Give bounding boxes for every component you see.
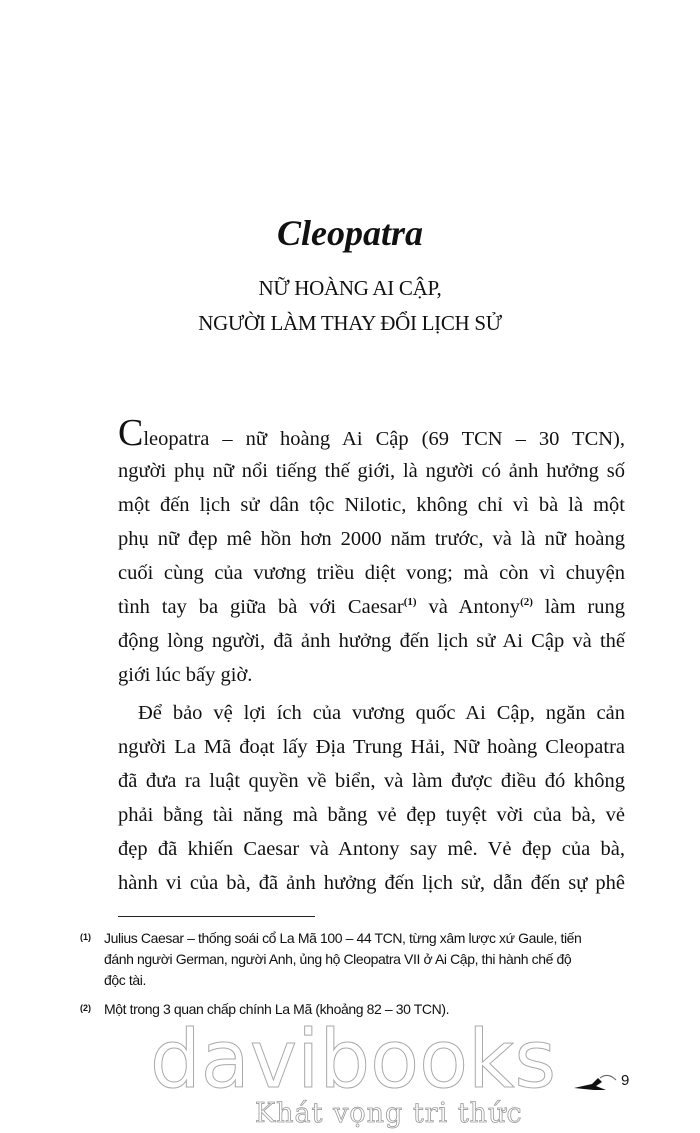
footnote-1-line: đánh người German, người Anh, ủng hộ Cleopatra VII ở Ai Cập, thi hành chế độ	[104, 951, 572, 967]
paragraph-line: một đến lịch sử dân tộc Nilotic, không chỉ vì bà là một	[118, 494, 625, 516]
footnote-1-line: Julius Caesar – thống soái cổ La Mã 100 – 44 TCN, từng xâm lược xứ Gaule, tiến	[104, 930, 582, 946]
page-ornament-icon	[572, 1072, 620, 1096]
footnote-2-line: Một trong 3 quan chấp chính La Mã (khoảng 82 – 30 TCN).	[104, 1001, 450, 1017]
subtitle-line-1: NỮ HOÀNG AI CẬP,	[258, 276, 442, 300]
footnote-mark-2: (2)	[80, 1003, 91, 1013]
paragraph-line: cuối cùng của vương triều diệt vong; mà còn vì chuyện	[118, 562, 625, 584]
footnote-mark-1: (1)	[80, 932, 91, 942]
paragraph-line: giới lúc bấy giờ.	[118, 664, 253, 686]
footnote-divider	[118, 916, 315, 917]
page-number: 9	[621, 1072, 630, 1089]
paragraph-line: động lòng người, đã ảnh hưởng đến lịch sử Ai Cập và thế	[118, 630, 625, 652]
line-text: làm rung	[532, 596, 625, 618]
chapter-title: Cleopatra	[276, 213, 423, 253]
footnote-ref-1[interactable]: (1)	[403, 596, 417, 608]
line-text: tình tay ba giữa bà với Caesar	[118, 596, 404, 618]
paragraph-line: hành vi của bà, đã ảnh hưởng đến lịch sử, dẫn đến sự phê	[118, 872, 625, 894]
drop-cap: C	[118, 412, 144, 454]
footnote-ref-2[interactable]: (2)	[520, 596, 533, 608]
watermark-slogan: Khát vọng tri thức	[255, 1098, 523, 1129]
paragraph-line: người La Mã đoạt lấy Địa Trung Hải, Nữ hoàng Cleopatra	[118, 736, 625, 758]
line-text: leopatra – nữ hoàng Ai Cập (69 TCN – 30 TCN),	[143, 428, 625, 450]
paragraph-line	[118, 412, 625, 454]
paragraph-line: đẹp đã khiến Caesar và Antony say mê. Vẻ đẹp của bà,	[118, 838, 625, 860]
paragraph-line: phải bằng tài năng mà bằng vẻ đẹp tuyệt vời của bà, vẻ	[118, 804, 625, 826]
paragraph-line	[118, 593, 625, 621]
line-text: và Antony	[416, 596, 521, 618]
watermark-brand: davibooks	[150, 1013, 557, 1106]
footnote-1-line: độc tài.	[104, 972, 146, 988]
paragraph-line: đã đưa ra luật quyền về biển, và làm được điều đó không	[118, 770, 625, 792]
paragraph-line: người phụ nữ nổi tiếng thế giới, là người có ảnh hưởng số	[118, 460, 625, 482]
subtitle-line-2: NGƯỜI LÀM THAY ĐỔI LỊCH SỬ	[198, 311, 502, 335]
paragraph-line: phụ nữ đẹp mê hồn hơn 2000 năm trước, và là nữ hoàng	[118, 528, 625, 550]
paragraph-line: Để bảo vệ lợi ích của vương quốc Ai Cập, ngăn cản	[138, 702, 625, 724]
